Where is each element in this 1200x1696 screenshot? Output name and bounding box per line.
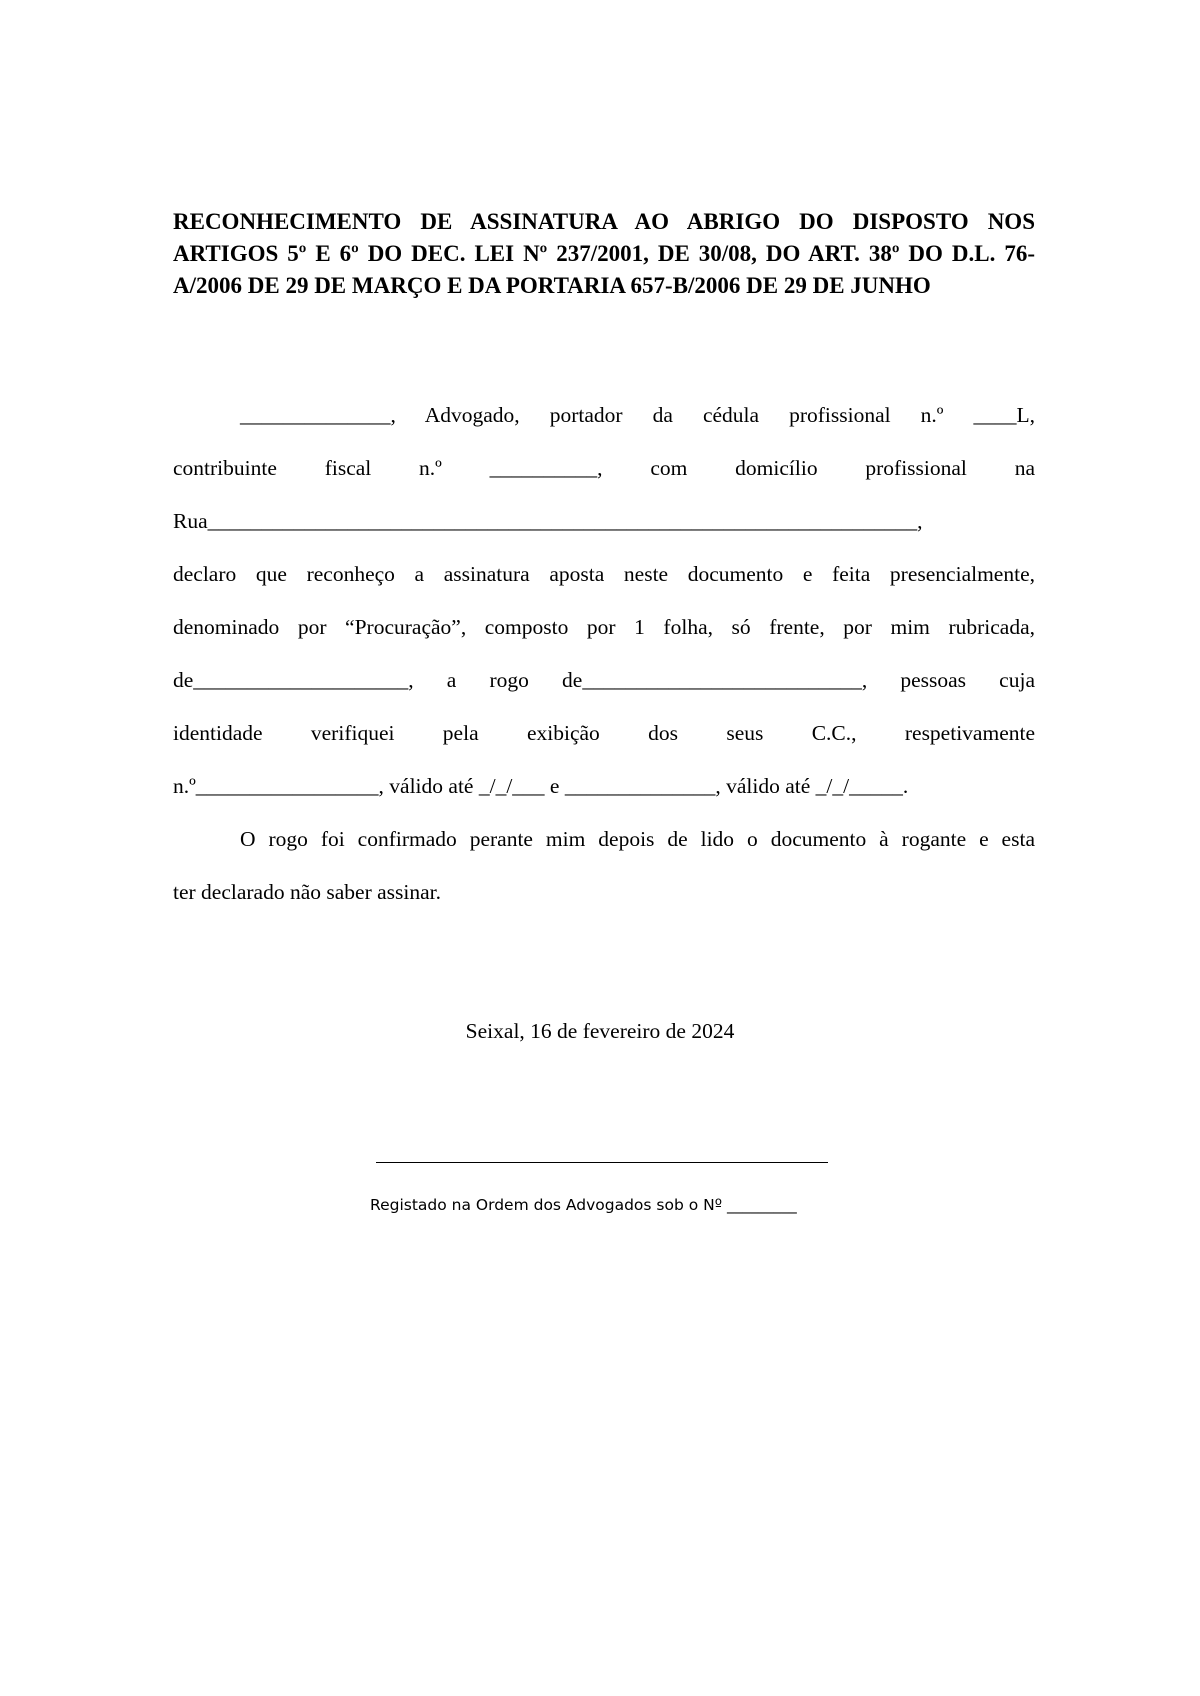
paragraph1-line-7: identidade verifiquei pela exibição dos seus C.C., respetivamente xyxy=(173,721,1035,745)
paragraph1-line-4: declaro que reconheço a assinatura aposta neste documento e feita presencialmente, xyxy=(173,562,1035,586)
paragraph1-line-1: ______________, Advogado, portador da cédula profissional n.º ____L, xyxy=(240,403,1035,427)
paragraph1-line-2: contribuinte fiscal n.º __________, com domicílio profissional na xyxy=(173,456,1035,480)
paragraph2-line-1: O rogo foi confirmado perante mim depois de lido o documento à rogante e esta xyxy=(240,827,1035,851)
paragraph1-line-3: Rua__________________________________________________________________, xyxy=(173,509,923,533)
registration-note: Registado na Ordem dos Advogados sob o Nº _________ xyxy=(370,1196,797,1214)
place-and-date: Seixal, 16 de fevereiro de 2024 xyxy=(465,1019,735,1043)
paragraph1-line-6: de____________________, a rogo de__________________________, pessoas cuja xyxy=(173,668,1035,692)
paragraph1-line-8: n.º_________________, válido até _/_/___ e ______________, válido até _/_/_____. xyxy=(173,774,909,798)
paragraph1-line-5: denominado por “Procuração”, composto por 1 folha, só frente, por mim rubricada, xyxy=(173,615,1035,639)
signature-line xyxy=(376,1162,828,1163)
document-title: RECONHECIMENTO DE ASSINATURA AO ABRIGO DO DISPOSTO NOS ARTIGOS 5º E 6º DO DEC. LEI Nº 237/2001, DE 30/08, DO ART. 38º DO D.L. 76-A/2006 DE 29 DE MARÇO E DA PORTARIA 657-B/2006 DE 29 DE JUNHO xyxy=(173,209,1035,298)
paragraph2-line-2: ter declarado não saber assinar. xyxy=(173,880,442,904)
